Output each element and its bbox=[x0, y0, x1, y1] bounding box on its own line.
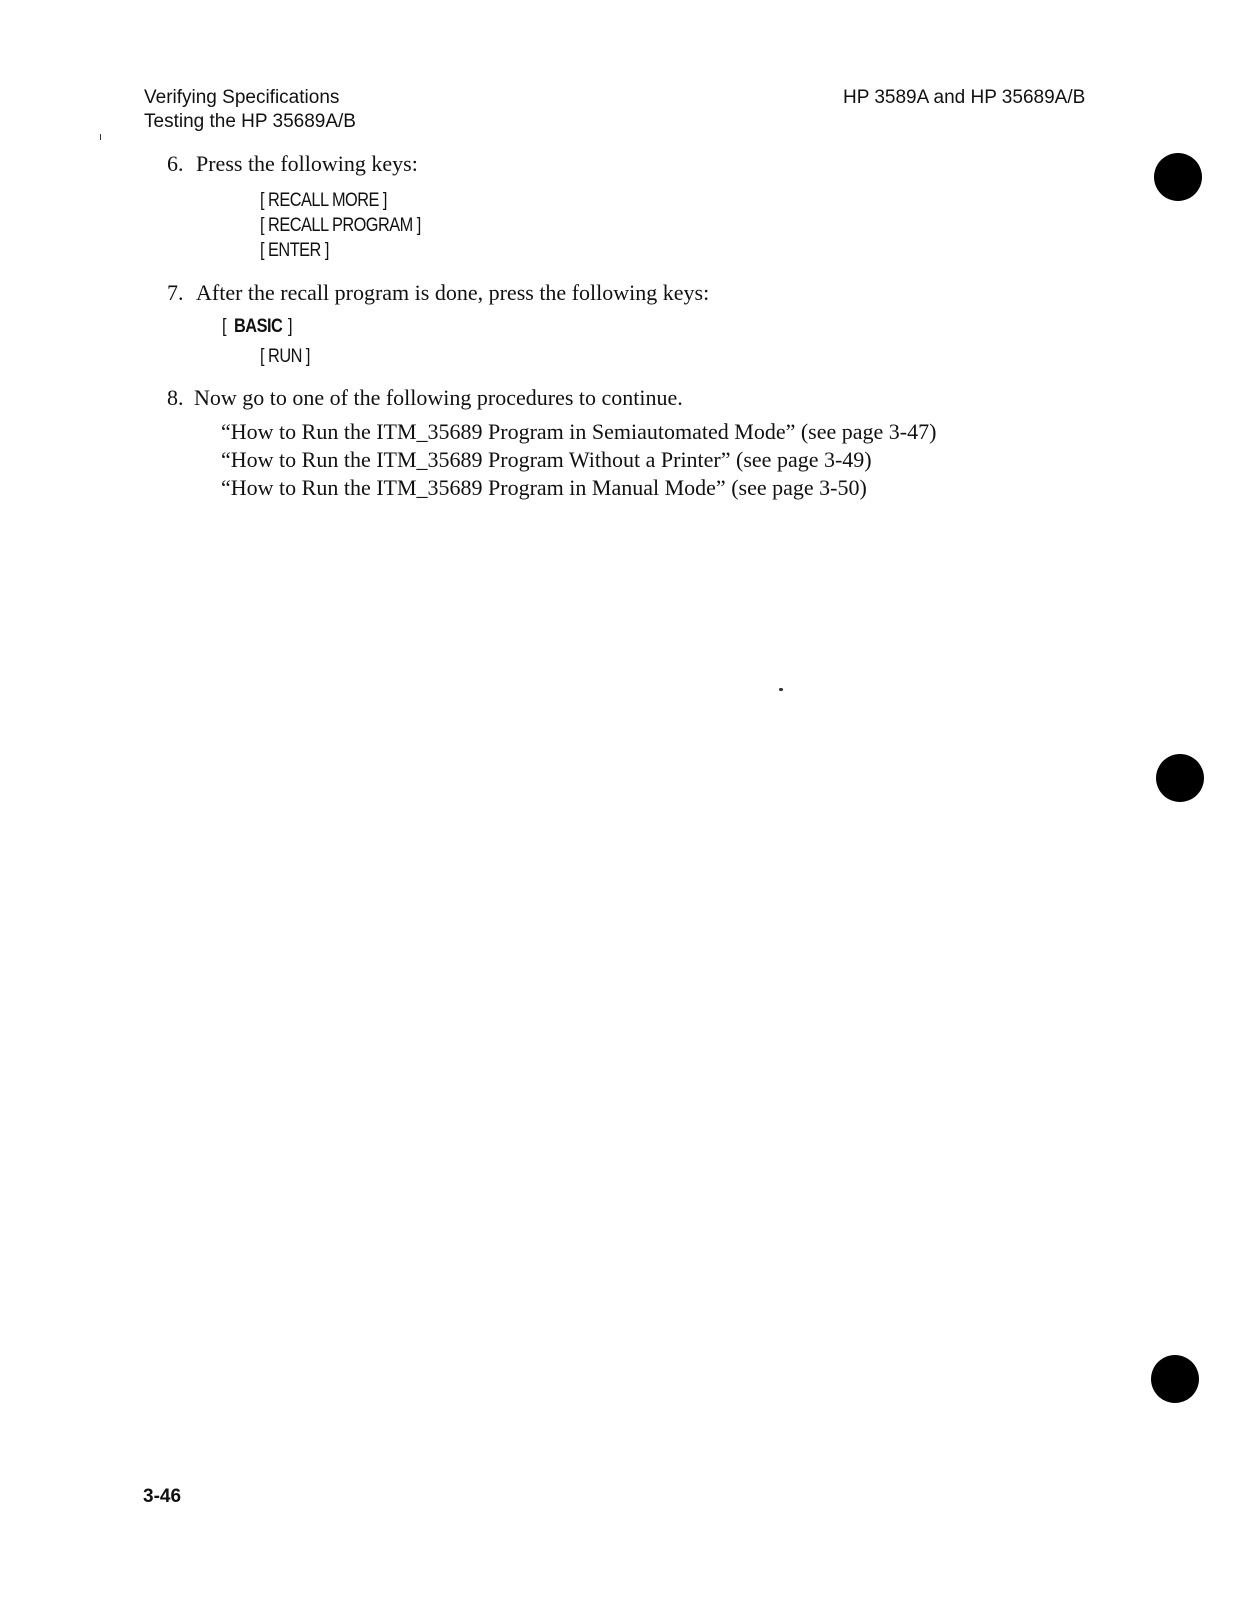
key-recall-more: [ RECALL MORE ] bbox=[260, 190, 387, 211]
header-subsection-title: Testing the HP 35689A/B bbox=[144, 111, 356, 132]
step-8-text: Now go to one of the following procedures to continue. bbox=[194, 385, 683, 410]
step-6-number: 6. bbox=[167, 151, 184, 176]
step-6-text: Press the following keys: bbox=[196, 151, 418, 176]
key-run: [ RUN ] bbox=[260, 346, 310, 367]
key-basic: BASIC bbox=[234, 316, 283, 337]
header-section-title: Verifying Specifications bbox=[144, 87, 340, 108]
key-recall-program: [ RECALL PROGRAM ] bbox=[260, 215, 421, 236]
reference-semiautomated-mode: “How to Run the ITM_35689 Program in Semiautomated Mode” (see page 3-47) bbox=[221, 419, 937, 444]
binder-hole-top bbox=[1154, 153, 1202, 201]
binder-hole-bottom bbox=[1151, 1355, 1199, 1403]
page-number: 3-46 bbox=[143, 1486, 182, 1507]
step-7-number: 7. bbox=[167, 280, 184, 305]
key-basic-close-bracket: ] bbox=[288, 316, 293, 337]
scan-dot bbox=[779, 688, 783, 691]
header-product-title: HP 3589A and HP 35689A/B bbox=[843, 87, 1086, 108]
reference-manual-mode: “How to Run the ITM_35689 Program in Manual Mode” (see page 3-50) bbox=[221, 475, 867, 500]
key-enter: [ ENTER ] bbox=[260, 240, 329, 261]
binder-hole-middle bbox=[1156, 754, 1204, 802]
step-7-text: After the recall program is done, press the following keys: bbox=[196, 280, 710, 305]
reference-without-printer: “How to Run the ITM_35689 Program Without a Printer” (see page 3-49) bbox=[221, 447, 872, 472]
key-basic-open-bracket: [ bbox=[222, 316, 227, 337]
scan-mark bbox=[100, 134, 101, 140]
step-8-number: 8. bbox=[167, 385, 184, 410]
